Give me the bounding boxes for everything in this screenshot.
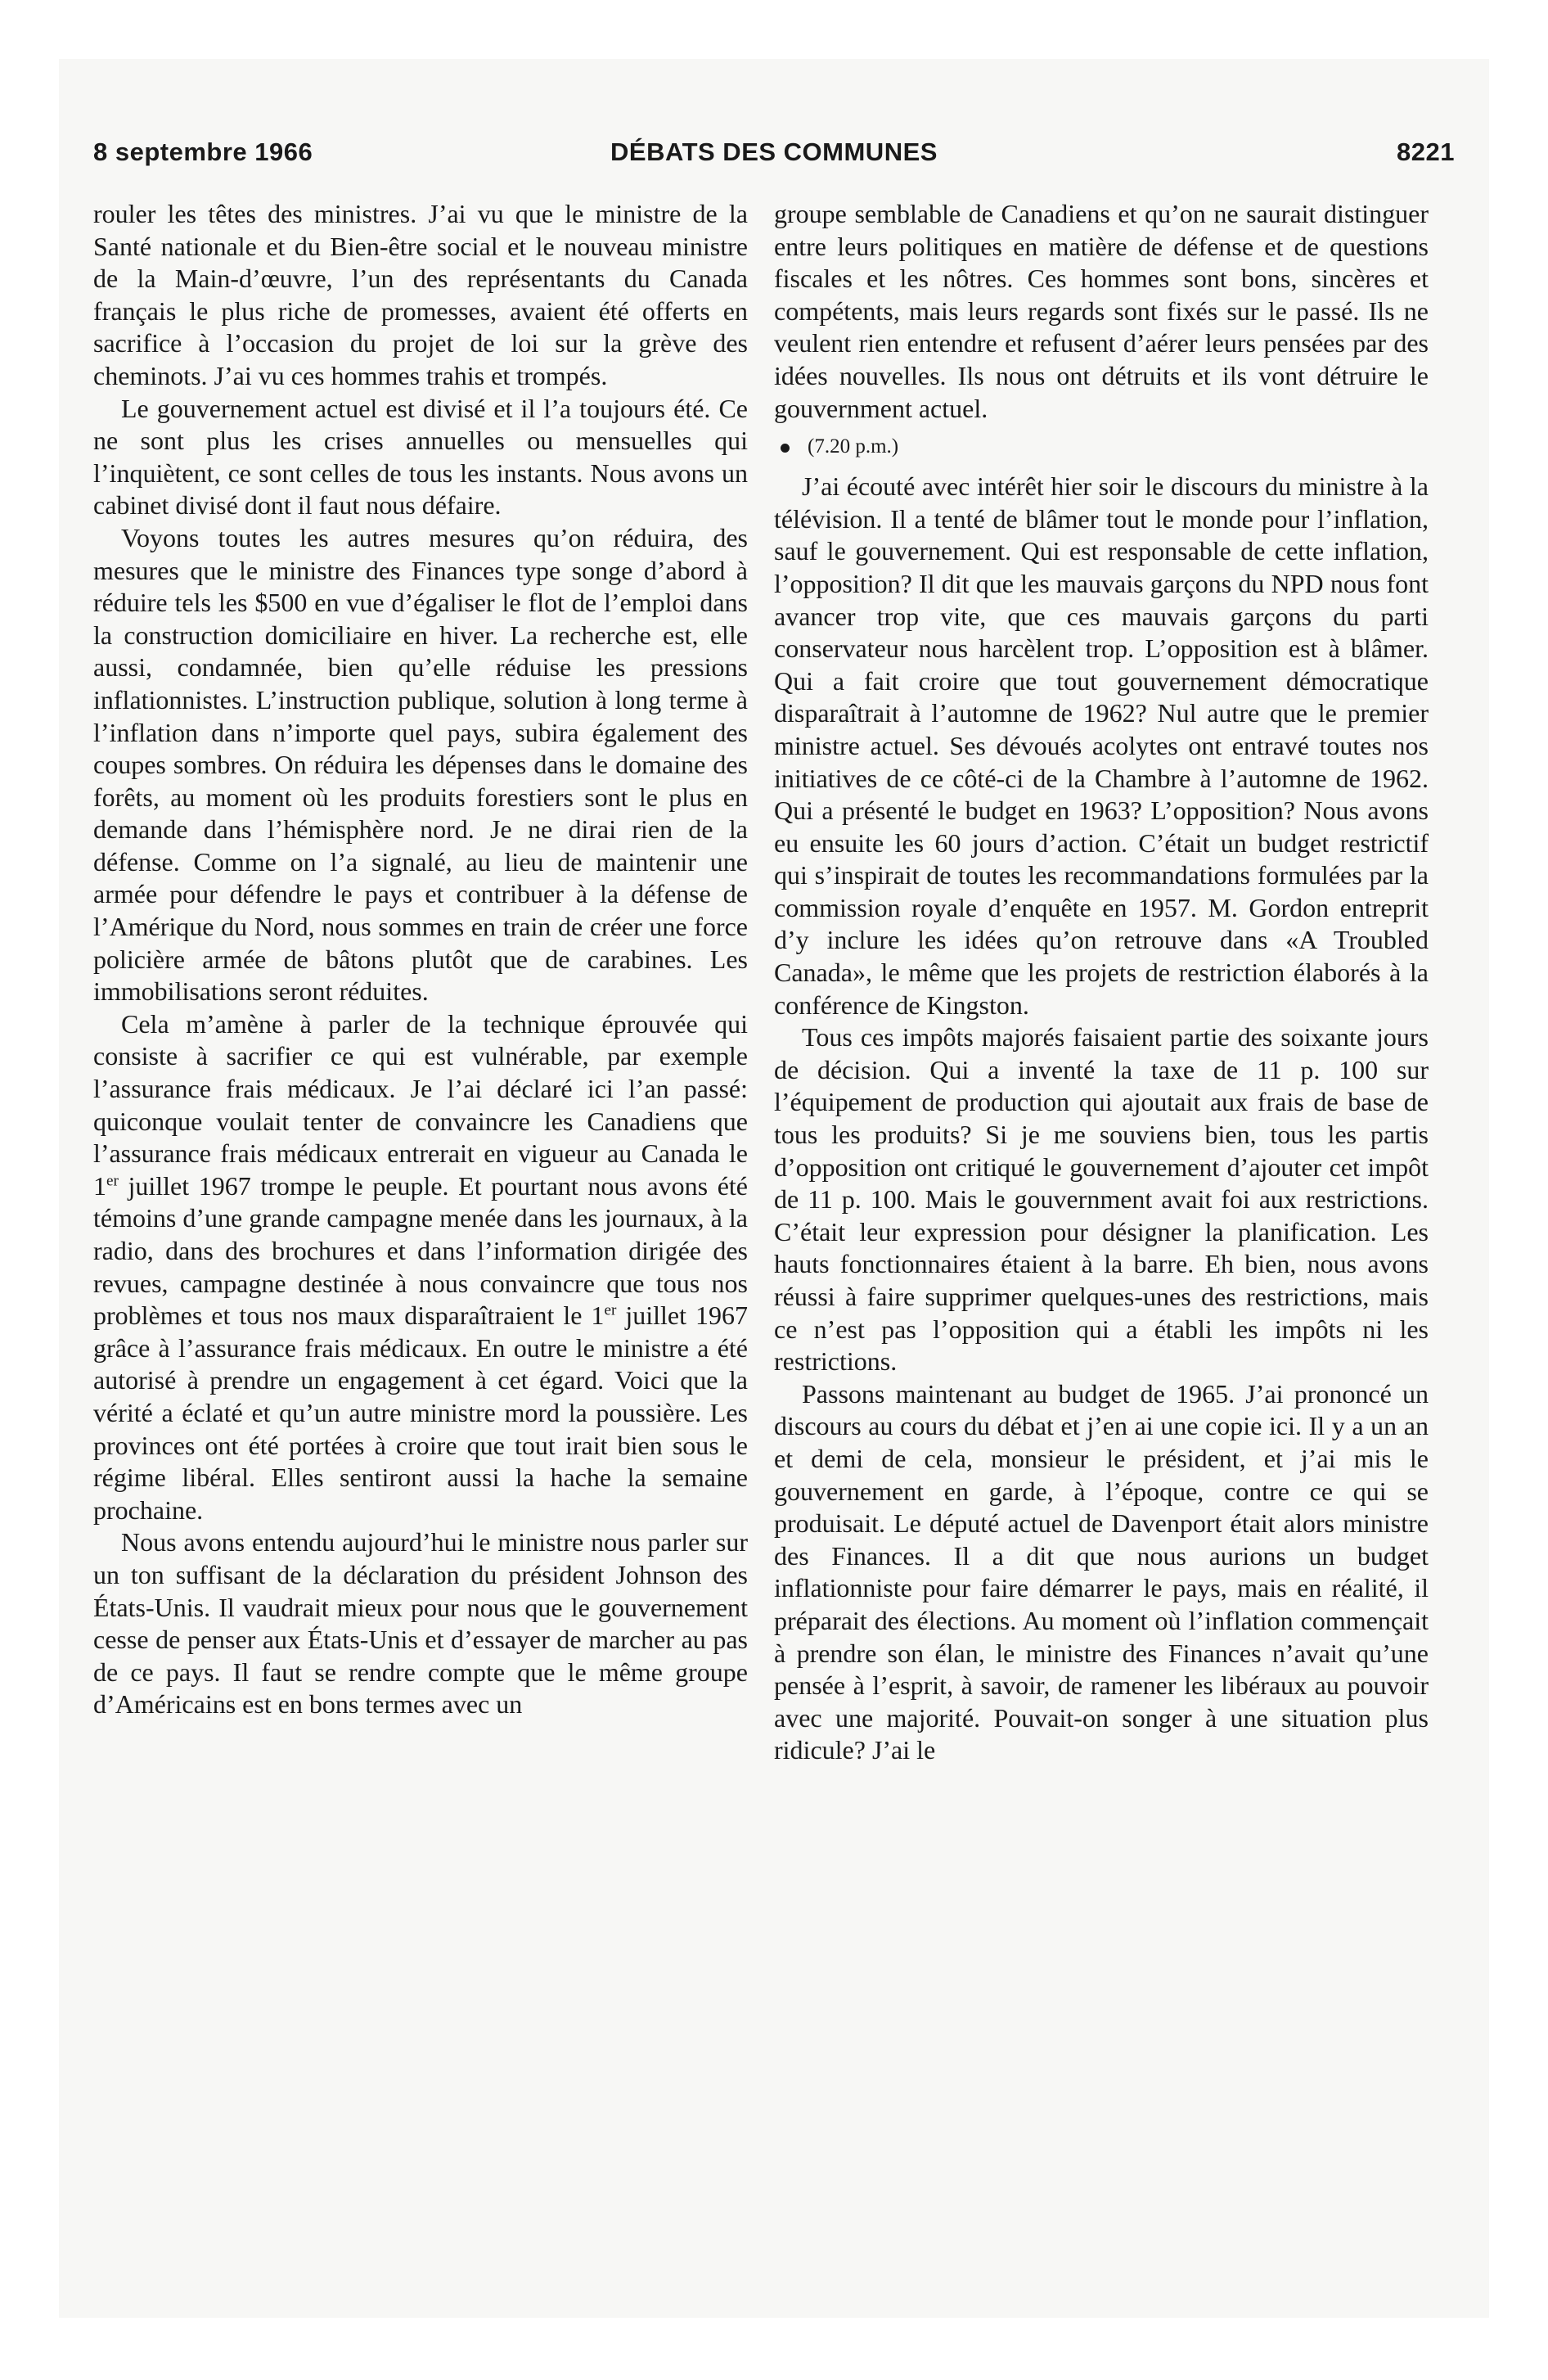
right-paragraph-4: Passons maintenant au budget de 1965. J’ai prononcé un discours au cours du débat et j’en ai une copie ici. Il y a un an et demi de cela, monsieur le président, et j’ai mis le gouvernement en garde, à l’époque, contre ce qui se produisait. Le député actuel de Davenport était alors ministre des Finances. Il a dit que nous aurions un budget inflationniste pour faire démarrer le pays, mais en réalité, il préparait des élections. Au moment où l’inflation commençait à prendre son élan, le ministre des Finances n’avait qu’une pensée à l’esprit, à savoir, de ramener les libéraux au pouvoir avec une majorité. Pouvait-on songer à une situation plus ridicule? J’ai le: [774, 1378, 1429, 1765]
left-paragraph-3: Voyons toutes les autres mesures qu’on réduira, des mesures que le ministre des Finances type songe d’abord à réduire tels les $500 en vue d’égaliser le flot de l’emploi dans la construction domiciliaire en hiver. La recherche est, elle aussi, condamnée, bien qu’elle réduise les pressions inflationnistes. L’instruction publique, solution à long terme à l’inflation dans n’importe quel pays, subira également des coupes sombres. On réduira les dépenses dans le domaine des forêts, au moment où les produits forestiers sont le plus en demande dans l’hémisphère nord. Je ne dirai rien de la défense. Comme on l’a signalé, au lieu de maintenir une armée pour défendre le pays et contribuer à la défense de l’Amérique du Nord, nous sommes en train de créer une force policière armée de bâtons plutôt que de carabines. Les immobilisations seront réduites.: [93, 522, 748, 1007]
left-paragraph-4-part-b: juillet 1967 trompe le peuple. Et pourtant nous avons été témoins d’une grande campagne menée dans les journaux, à la radio, dans des brochures et dans l’information dirigée des revues, campagne destinée à nous convaincre que tous nos problèmes et tous nos maux disparaîtraient le 1: [93, 1170, 748, 1331]
time-stamp: [774, 435, 1429, 459]
right-paragraph-1: groupe semblable de Canadiens et qu’on ne saurait distinguer entre leurs politiques en matière de défense et de questions fiscales et les nôtres. Ces hommes sont bons, sincères et compétents, mais leurs regards sont fixés sur le passé. Ils ne veulent rien entendre et refusent d’aérer leurs pensées par des idées nouvelles. Ils nous ont détruits et ils vont détruire le gouvernment actuel.: [774, 199, 1429, 423]
page-header: [93, 137, 1455, 170]
right-column: [774, 198, 1429, 1767]
time-stamp-text: (7.20 p.m.): [808, 435, 899, 458]
superscript-er-2: er: [604, 1301, 617, 1319]
superscript-er-1: er: [106, 1172, 119, 1190]
left-paragraph-4: [93, 1008, 748, 1527]
left-paragraph-1: rouler les têtes des ministres. J’ai vu que le ministre de la Santé nationale et du Bien-être social et le nouveau ministre de la Main-d’œuvre, l’un des représentants du Canada français le plus riche de promesses, avaient été offerts en sacrifice à l’occasion du projet de loi sur la grève des cheminots. J’ai vu ces hommes trahis et trompés.: [93, 199, 748, 390]
page-sheet: [59, 59, 1489, 2318]
left-paragraph-4-part-c: juillet 1967 grâce à l’assurance frais médicaux. En outre le ministre a été autorisé à prendre un engagement à cet égard. Voici que la vérité a éclaté et qu’un autre ministre mord la poussière. Les provinces ont été portées à croire que tout irait bien sous le régime libéral. Elles sentiront aussi la hache la semaine prochaine.: [93, 1300, 749, 1525]
right-paragraph-2: J’ai écouté avec intérêt hier soir le discours du ministre à la télévision. Il a tenté de blâmer tout le monde pour l’inflation, sauf le gouvernement. Qui est responsable de cette inflation, l’opposition? Il dit que les mauvais garçons du NPD nous font avancer trop vite, que ces mauvais garçons du parti conservateur nous harcèlent trop. L’opposition est à blâmer. Qui a fait croire que tout gouvernement démocratique disparaîtrait à l’automne de 1962? Nul autre que le premier ministre actuel. Ses dévoués acolytes ont entravé toutes nos initiatives de ce côté-ci de la Chambre à l’automne de 1962. Qui a présenté le budget en 1963? L’opposition? Nous avons eu ensuite les 60 jours d’action. C’était un budget restrictif qui s’inspirait de toutes les recommandations formulées par la commission royale d’enquête en 1957. M. Gordon entreprit d’y inclure les idées qu’on retrouve dans «A Troubled Canada», le même que les projets de restriction élaborés à la conférence de Kingston.: [774, 471, 1429, 1020]
header-date: 8 septembre 1966: [93, 137, 313, 166]
header-page-number: 8221: [1397, 137, 1455, 166]
right-paragraph-3: Tous ces impôts majorés faisaient partie des soixante jours de décision. Qui a inventé la taxe de 11 p. 100 sur l’équipement de production qui ajoutait aux frais de base de tous les produits? Si je me souviens bien, tous les partis d’opposition ont critiqué le gouvernement d’ajouter cet impôt de 11 p. 100. Mais le gouvernment avait foi aux restrictions. C’était leur expression pour désigner la planification. Les hauts fonctionnaires étaient à la barre. Eh bien, nous avons réussi à faire supprimer quelques-unes des restrictions, mais ce n’est pas l’opposition qui a établi les impôts ni les restrictions.: [774, 1022, 1429, 1377]
left-paragraph-2: Le gouvernement actuel est divisé et il l’a toujours été. Ce ne sont plus les crises annuelles ou mensuelles qui l’inquiètent, ce sont celles de tous les instants. Nous avons un cabinet divisé dont il faut nous défaire.: [93, 393, 748, 521]
left-paragraph-5: Nous avons entendu aujourd’hui le ministre nous parler sur un ton suffisant de la déclaration du président Johnson des États-Unis. Il vaudrait mieux pour nous que le gouvernement cesse de penser aux États-Unis et d’essayer de marcher au pas de ce pays. Il faut se rendre compte que le même groupe d’Américains est en bons termes avec un: [93, 1527, 748, 1720]
left-paragraph-4-part-a: Cela m’amène à parler de la technique éprouvée qui consiste à sacrifier ce qui est vulnérable, par exemple l’assurance frais médicaux. Je l’ai déclaré ici l’an passé: quiconque voulait tenter de convaincre les Canadiens que l’assurance frais médicaux entrerait en vigueur au Canada le 1: [93, 1008, 748, 1201]
left-column: [93, 198, 748, 1721]
bullet-icon: [781, 444, 790, 453]
header-title: DÉBATS DES COMMUNES: [610, 137, 938, 166]
